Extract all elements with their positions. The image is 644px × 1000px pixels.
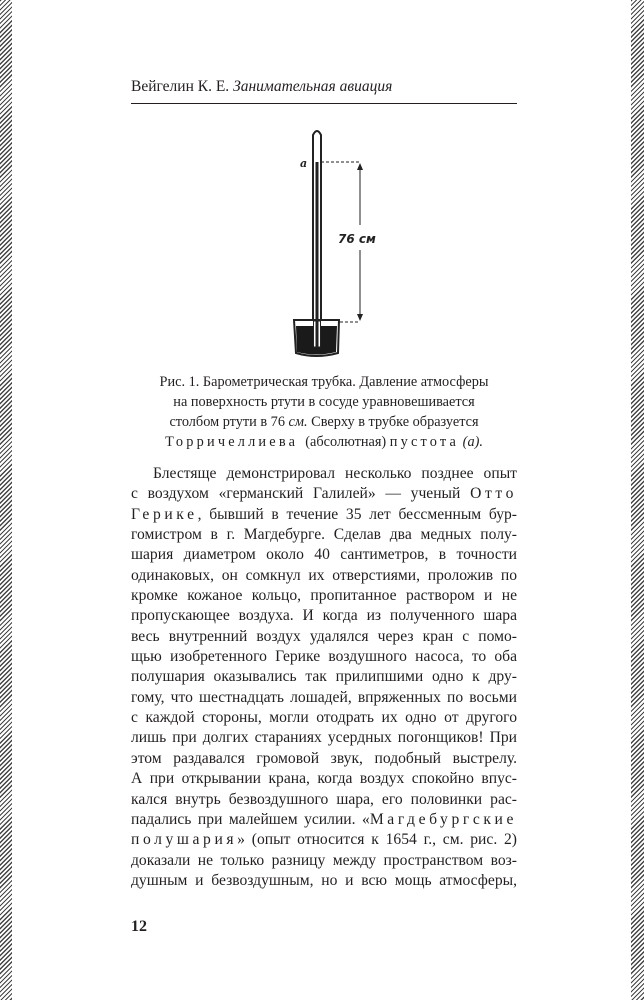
- spaced-emphasis: полушария: [131, 831, 238, 849]
- text-segment: душным и безвоздушным, но и всю мощь атмосферы,: [131, 871, 517, 889]
- text-segment: с воздухом «германский Галилей» — ученый: [131, 485, 471, 503]
- running-header: [131, 78, 517, 96]
- body-line: [131, 708, 517, 728]
- text-segment: с каждой стороны, могли отодрать их одно от другого: [131, 709, 517, 727]
- barometer-tube-illustration: [290, 125, 390, 360]
- spaced-emphasis: Торричеллиева: [165, 434, 299, 450]
- text-segment: весь внутренний воздух удалялся через кран с помо-: [131, 627, 517, 645]
- text-segment: кался внутрь безвоздушного шара, его половинки рас-: [131, 790, 517, 808]
- decorative-right-border: [631, 0, 644, 1000]
- body-line: [131, 606, 517, 626]
- text-segment: гомистром в г. Магдебурге. Сделав два медных полу-: [131, 526, 517, 544]
- text-segment: этом раздавался громовой звук, подобный выстрелу.: [131, 749, 517, 767]
- caption-line: [131, 372, 517, 392]
- text-segment: Рис. 1. Барометрическая трубка. Давление атмосферы: [159, 374, 489, 390]
- text-segment: шария диаметром около 40 сантиметров, в точности: [131, 546, 517, 564]
- text-segment: » (опыт относится к 1654 г., см. рис. 2): [237, 831, 517, 849]
- body-line: [131, 464, 517, 484]
- body-line: [131, 484, 517, 504]
- caption-line: [131, 432, 517, 452]
- body-line: [131, 505, 517, 525]
- decorative-left-border: [0, 0, 12, 1000]
- text-segment: (абсолютная): [298, 434, 390, 450]
- text-segment: лишь при долгих стараниях усердных погонщиков! При: [131, 729, 517, 747]
- text-segment: Блестяще демонстрировал несколько позднее опыт: [153, 465, 517, 482]
- body-line: [131, 790, 517, 810]
- body-line: [131, 667, 517, 687]
- figure-caption: [131, 372, 517, 452]
- text-segment: , бывший в течение 35 лет бессменным бур-: [197, 505, 517, 523]
- spaced-emphasis: Отто: [470, 485, 517, 503]
- header-book-title: Занимательная авиация: [233, 78, 393, 95]
- body-line: [131, 688, 517, 708]
- body-line: [131, 851, 517, 871]
- body-line: [131, 769, 517, 789]
- body-line: [131, 586, 517, 606]
- text-segment: Сверху в трубке образуется: [307, 414, 479, 430]
- header-rule: [131, 103, 517, 104]
- spaced-emphasis: Магдебургские: [369, 810, 517, 828]
- caption-line: [131, 412, 517, 432]
- page-number: 12: [131, 918, 147, 935]
- body-line: [131, 627, 517, 647]
- body-line: [131, 566, 517, 586]
- caption-line: [131, 392, 517, 412]
- text-segment: гому, что шестнадцать лошадей, впряженных по восьми: [131, 688, 517, 706]
- body-text: [131, 464, 517, 891]
- body-line: [131, 810, 517, 830]
- label-height: 76 см: [338, 232, 376, 246]
- text-segment: кромке кожаное кольцо, пропитанное раствором и не: [131, 587, 517, 605]
- body-line: [131, 830, 517, 850]
- text-segment: падались при малейшем усилии. «: [131, 810, 370, 828]
- text-segment: на поверхность ртути в сосуде уравновешивается: [173, 394, 475, 410]
- text-segment: А при открывании крана, когда воздух спокойно впус-: [131, 770, 517, 788]
- body-line: [131, 647, 517, 667]
- spaced-emphasis: Герике: [131, 505, 198, 523]
- body-line: [131, 728, 517, 748]
- text-segment: см.: [288, 414, 308, 430]
- text-segment: столбом ртути в 76: [169, 414, 289, 430]
- body-line: [131, 749, 517, 769]
- label-point-a: a: [300, 157, 308, 170]
- header-author: Вейгелин К. Е.: [131, 78, 230, 95]
- body-line: [131, 545, 517, 565]
- text-segment: одинаковых, он сомкнул их отверстиями, проложив по: [131, 566, 517, 584]
- body-line: [131, 525, 517, 545]
- body-line: [131, 871, 517, 891]
- text-segment: пропускающее воздуха. И когда из полученного шара: [131, 607, 517, 625]
- text-segment: доказали не только разницу между пространством воз-: [131, 851, 517, 869]
- text-segment: щью изобретенного Герике воздушного насоса, то оба: [131, 648, 517, 666]
- spaced-emphasis: пустота: [389, 434, 460, 450]
- text-segment: полушария оказывались так прилипшими одно к дру-: [131, 668, 517, 686]
- text-segment: (а).: [459, 434, 483, 450]
